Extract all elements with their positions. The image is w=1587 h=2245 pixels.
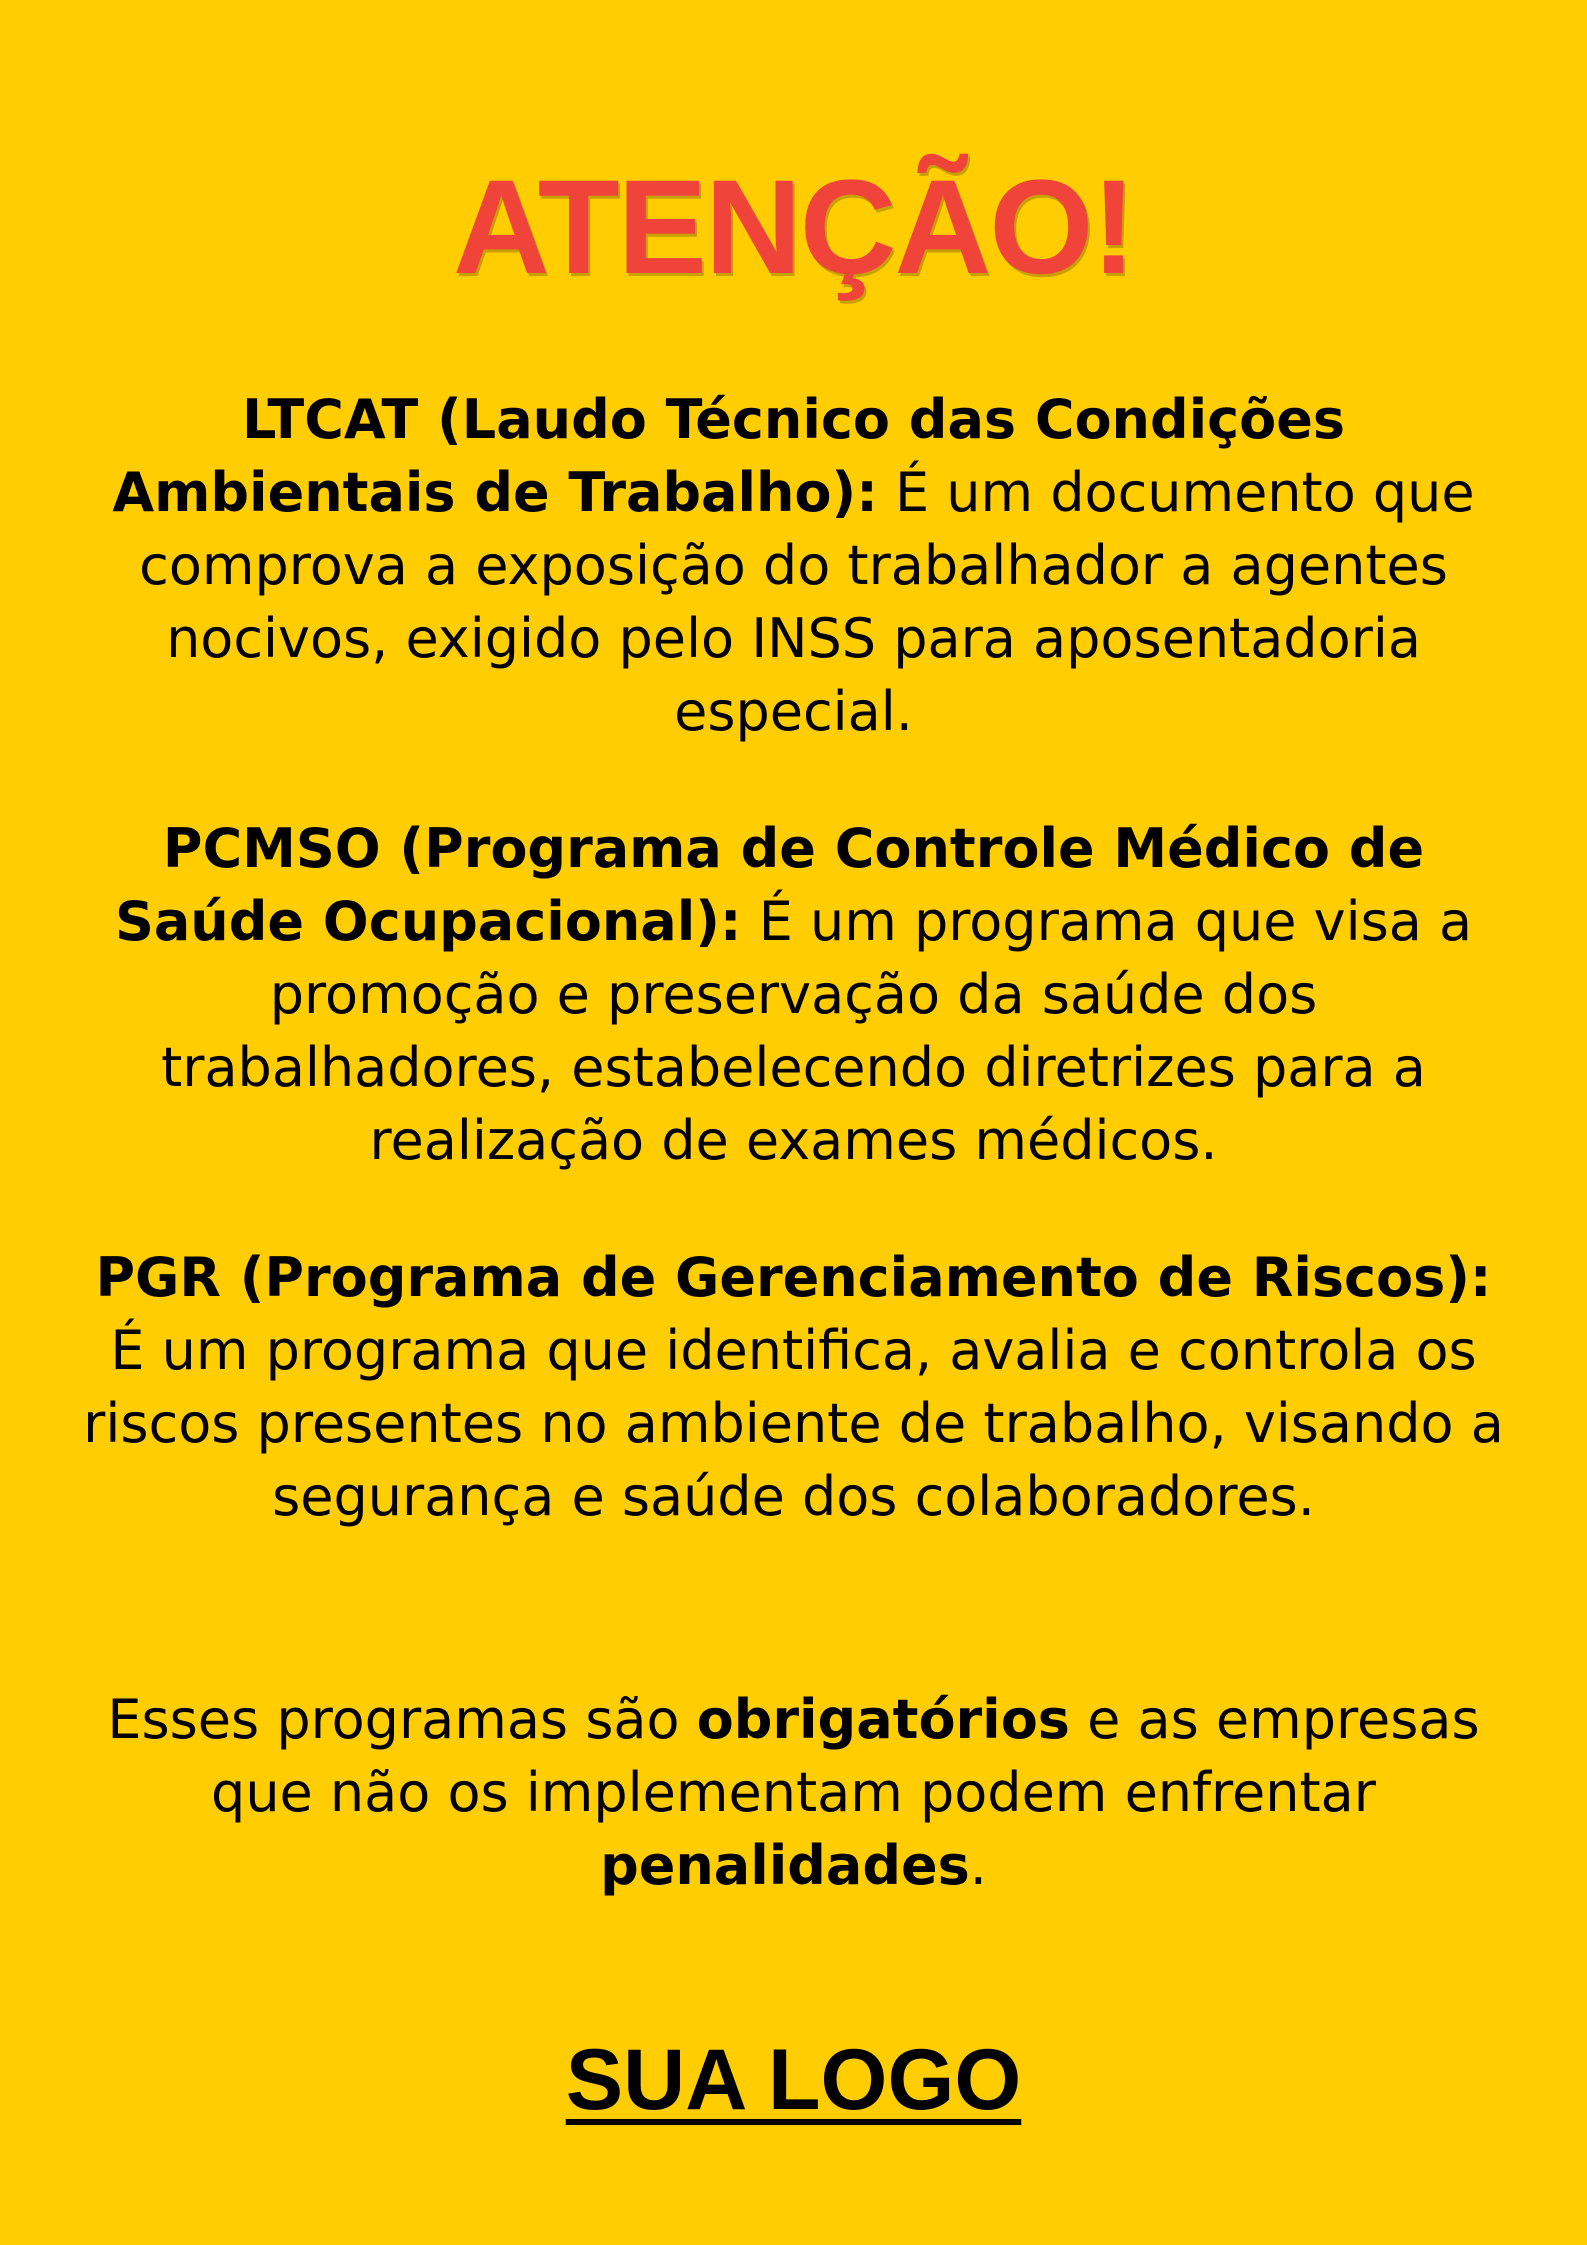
logo-text: SUA LOGO <box>565 2032 1022 2128</box>
section-pcmso-heading: PCMSO (Programa de Controle Médico de Saúde Ocupacional): <box>114 817 1425 953</box>
note-text-2: e as empresas que não os implementam podem enfrentar <box>211 1688 1480 1824</box>
note-bold-penalidades: penalidades <box>600 1834 970 1897</box>
section-pgr-body: É um programa que identifica, avalia e controla os riscos presentes no ambiente de trabalho, visando a segurança e saúde dos colaboradores. <box>83 1319 1504 1528</box>
section-pcmso <box>70 812 1517 1177</box>
logo-placeholder <box>0 2030 1587 2130</box>
mandatory-note <box>70 1683 1517 1902</box>
section-ltcat-heading: LTCAT (Laudo Técnico das Condições Ambientais de Trabalho): <box>112 388 1346 524</box>
section-ltcat <box>70 383 1517 748</box>
section-pgr <box>70 1241 1517 1533</box>
section-pgr-heading: PGR (Programa de Gerenciamento de Riscos): <box>95 1246 1492 1309</box>
section-pcmso-body: É um programa que visa a promoção e preservação da saúde dos trabalhadores, estabelecendo diretrizes para a realização de exames médicos. <box>161 890 1473 1172</box>
note-text-1: Esses programas são <box>107 1688 697 1751</box>
section-ltcat-body: É um documento que comprova a exposição do trabalhador a agentes nocivos, exigido pelo INSS para aposentadoria especial. <box>139 461 1475 743</box>
note-text-3: . <box>969 1834 987 1897</box>
page-title: ATENÇÃO! <box>452 153 1135 302</box>
note-bold-obrigatorios: obrigatórios <box>696 1688 1070 1751</box>
